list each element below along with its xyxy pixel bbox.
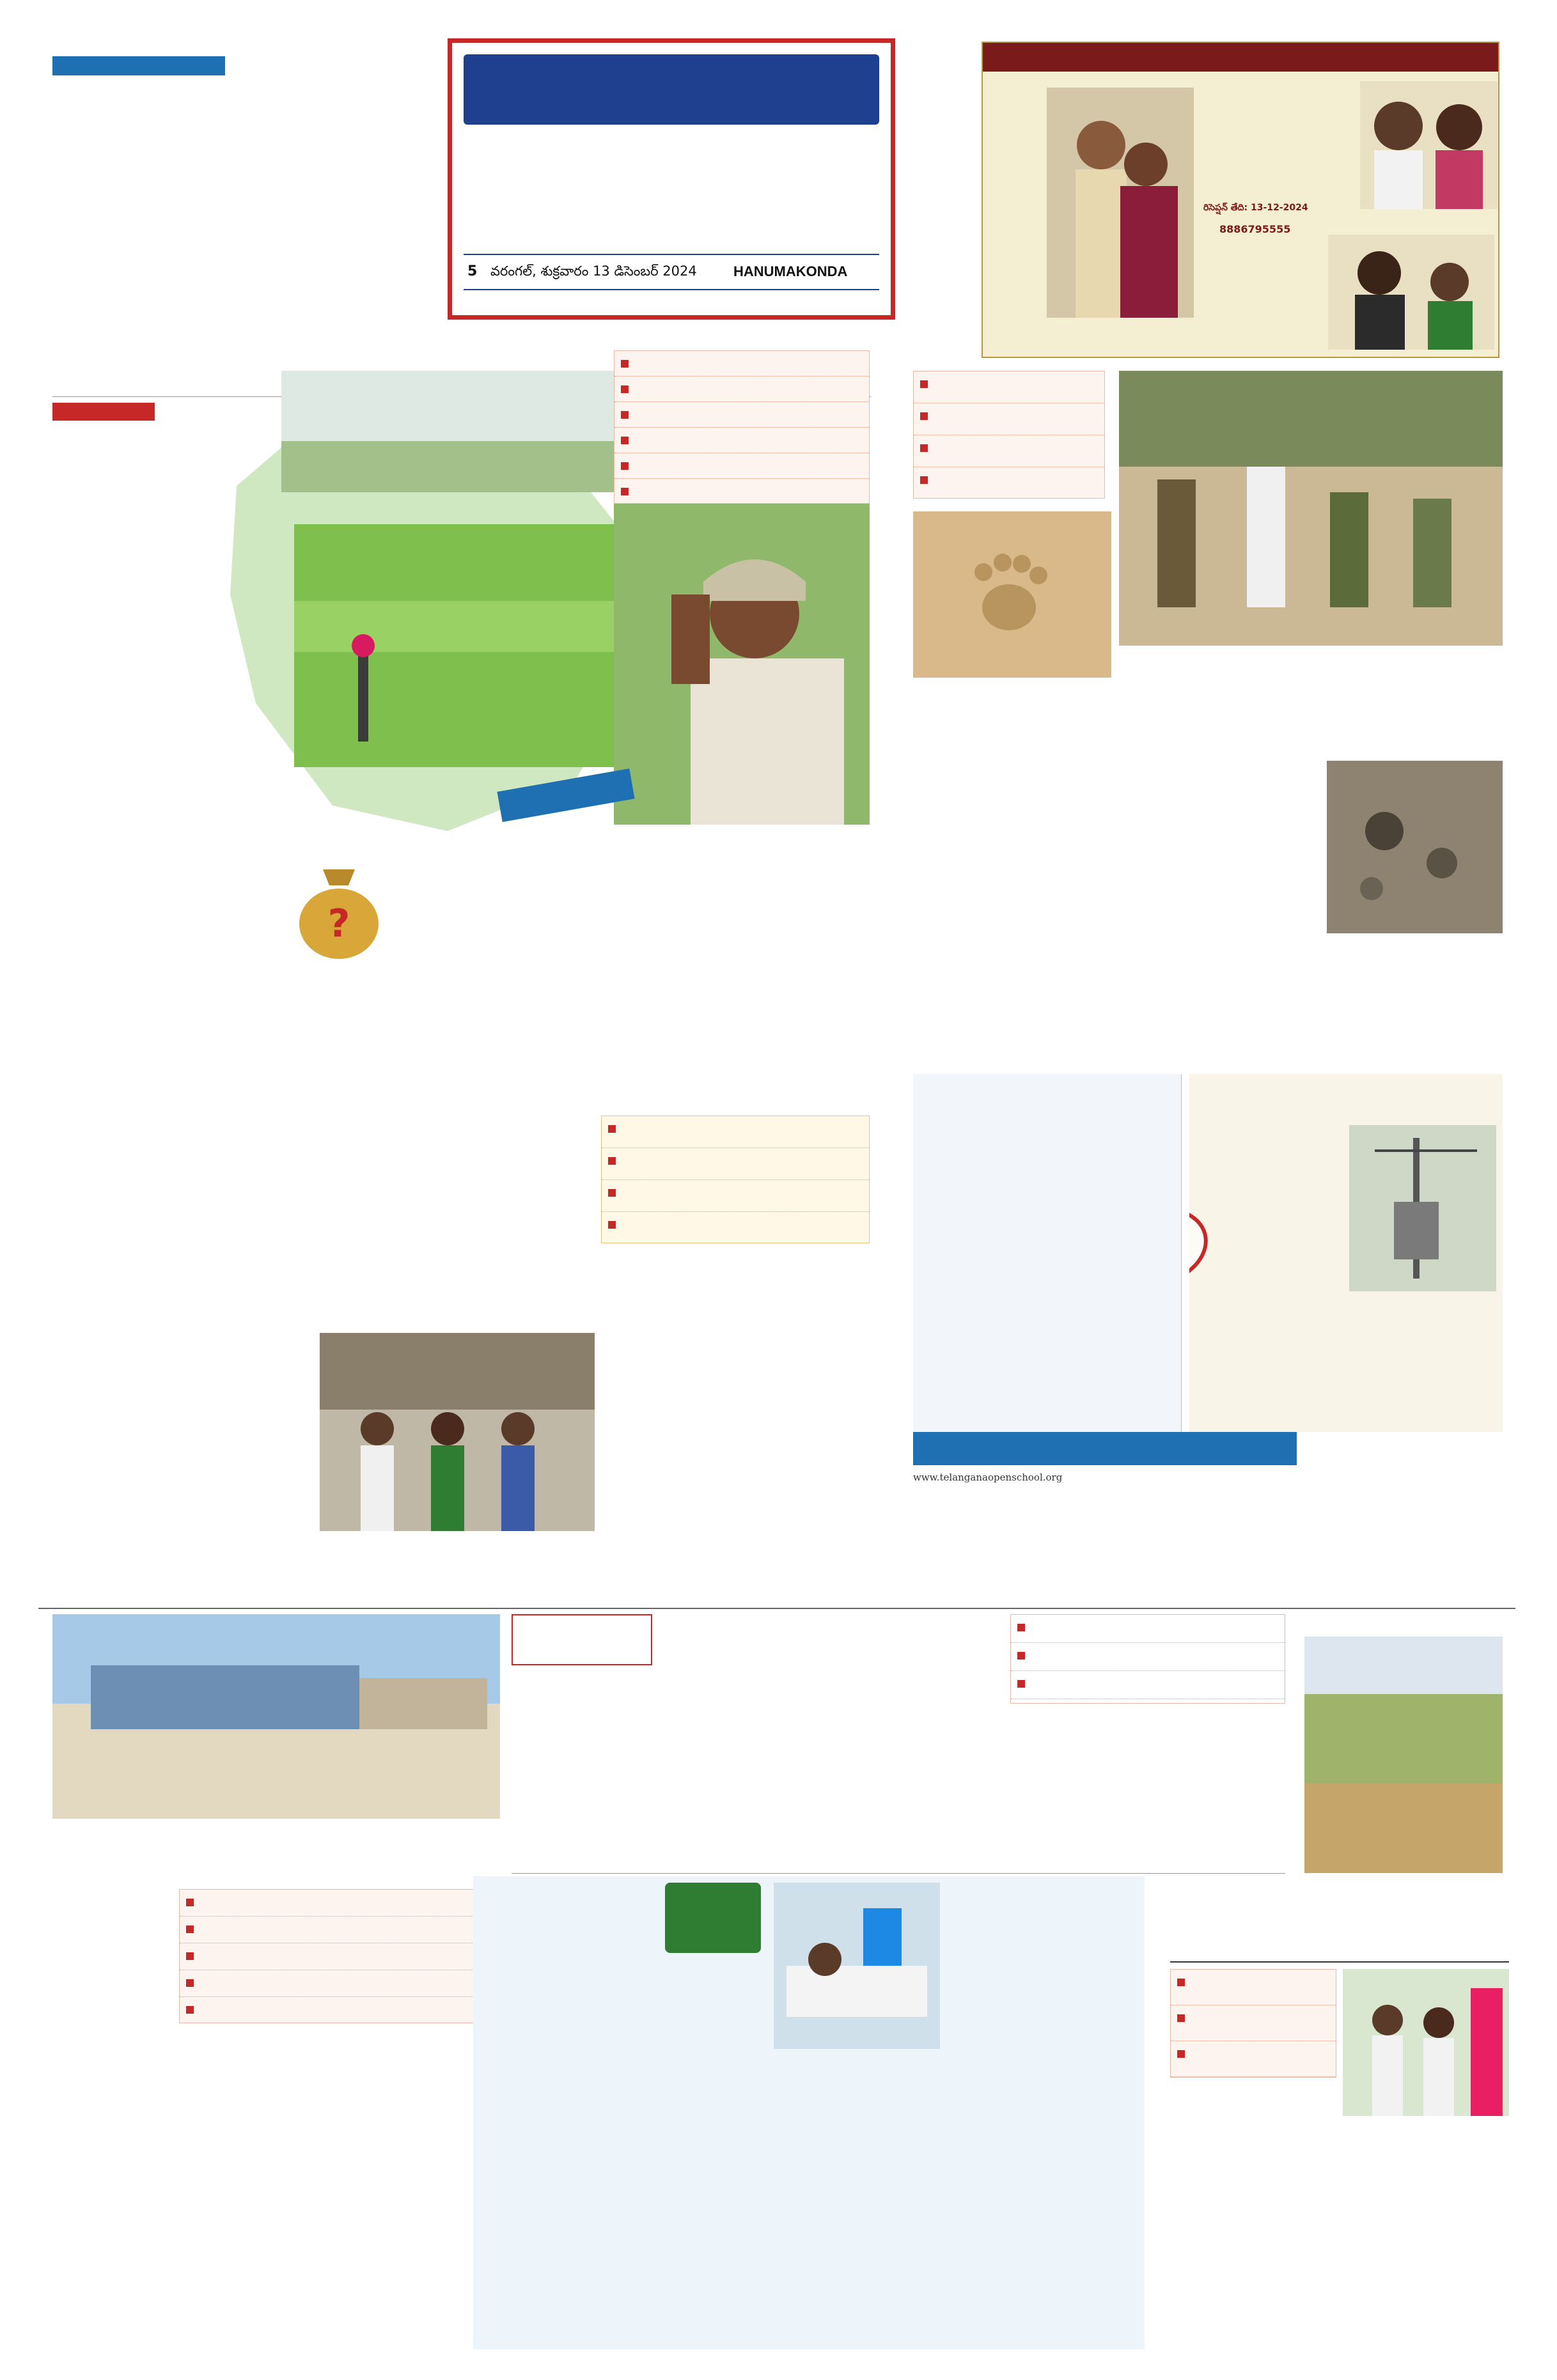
bullet-item: [614, 351, 869, 377]
millers-yard-caption: [52, 1822, 500, 1841]
worried-farmer-photo: [614, 492, 870, 825]
bullet-item: [602, 1212, 869, 1243]
animal-remains-caption: [1327, 937, 1503, 956]
col1-tag2: [52, 403, 155, 421]
ad-date-line: రిసెప్షన్ తేది: 13-12-2024: [1203, 203, 1308, 213]
bullet-item: [1171, 2005, 1336, 2041]
cm-cup-headline-1: [486, 1966, 755, 2004]
cm-cup-box: [473, 1876, 1145, 2349]
paper-name-banner: [464, 54, 879, 125]
hospital-caption: [774, 2052, 940, 2078]
revanth-body: [1170, 2084, 1336, 2343]
edition-name: [464, 139, 879, 241]
bullet-item: [914, 403, 1104, 435]
ad-title-band: [983, 43, 1499, 72]
masthead-rule: [464, 254, 879, 255]
officials-body-intro: [52, 1889, 174, 2023]
revanth-bullets: [1170, 1969, 1336, 2078]
bullet-item: [1011, 1671, 1285, 1699]
cm-cup-body: [486, 2087, 1132, 2343]
bullet-item: [1011, 1615, 1285, 1643]
loan-headline-line2: [58, 959, 876, 1055]
bullet-item: [614, 402, 869, 428]
mafi-971-body2: [601, 1250, 870, 1605]
transformer-photo: [1349, 1125, 1496, 1291]
mafi-971-body: [320, 1116, 595, 1330]
masthead-rule-bottom: [464, 289, 879, 290]
power-cuts-headline-1: [665, 1614, 998, 1672]
bullet-item: [602, 1116, 869, 1148]
officials-visit-photo: [320, 1333, 595, 1531]
bullet-item: [914, 371, 1104, 403]
bullet-item: [602, 1148, 869, 1180]
bullet-item: [180, 1890, 498, 1917]
power-cuts-bullets: [1010, 1614, 1285, 1704]
transformer-box: [1189, 1074, 1503, 1432]
bullet-item: [1011, 1643, 1285, 1671]
bullet-item: [180, 1997, 498, 2023]
dry-crop-photo: [1304, 1637, 1503, 1873]
tiger-body: [913, 761, 1322, 1061]
revanth-body-cont: [1343, 2148, 1509, 2343]
col1-tag: [52, 56, 225, 75]
tiger-body-right: [1327, 959, 1503, 1061]
bullet-item: [914, 467, 1104, 499]
power-cuts-rule: [512, 1873, 1285, 1874]
officials-bullets: [179, 1889, 499, 2023]
col1-body: [52, 80, 436, 390]
bullet-item: [1171, 2041, 1336, 2077]
bullet-item: [1171, 1970, 1336, 2005]
relatives-portraits: [1328, 235, 1494, 350]
hospital-photo: [774, 1883, 940, 2049]
officials-headline: [52, 1841, 500, 1886]
loan-headline-line1: [390, 857, 876, 940]
tiger-bullets: [913, 371, 1105, 499]
money-bag-icon: [294, 857, 384, 959]
power-cuts-kicker: [512, 1614, 652, 1665]
bullet-item: [614, 377, 869, 402]
edition-en: HANUMAKONDA: [733, 263, 848, 279]
cm-cup-kicker: [665, 1883, 761, 1953]
supervisors-box: [913, 1074, 1182, 1432]
bullet-item: [614, 428, 869, 453]
millers-yard-photo: [52, 1614, 500, 1819]
supervisors-body: [923, 1151, 1172, 1426]
bullet-item: [614, 453, 869, 479]
officials-visit-caption: [320, 1534, 595, 1560]
family-portraits: [1360, 81, 1498, 209]
bullet-item: [180, 1970, 498, 1997]
supervisors-headline: [926, 1080, 1169, 1144]
mafi-971-bullets: [601, 1116, 870, 1243]
forest-officials-photo: [1119, 371, 1503, 646]
tiger-headline: [913, 697, 1501, 754]
revanth-headline: [1170, 1918, 1509, 1963]
open-school-body: www.telanganaopenschool.org: [913, 1472, 1063, 1483]
svg-text:?: ?: [327, 901, 350, 946]
bullet-item: [614, 479, 869, 504]
officials-body: [52, 2030, 500, 2343]
loan-story-bullets: [614, 350, 870, 504]
masthead: [448, 38, 895, 320]
open-school-headline: [913, 1432, 1297, 1465]
cm-cup-headline-2: [486, 2007, 793, 2052]
forest-officials-caption: [1119, 649, 1503, 681]
impact-stamp-text: [1189, 1225, 1201, 1250]
bullet-item: [602, 1180, 869, 1212]
pugmark-photo: [913, 511, 1111, 678]
bullet-item: [180, 1917, 498, 1943]
mafi-971-headline: [320, 1069, 870, 1107]
paper-name: [464, 54, 879, 125]
mid-page-rule: [38, 1608, 1515, 1609]
bullet-item: [180, 1943, 498, 1970]
power-cuts-body: [512, 1739, 1285, 1867]
animal-remains-photo: [1327, 761, 1503, 933]
dry-crop-caption: [1304, 1876, 1503, 1908]
transformer-body: [1196, 1125, 1343, 1426]
page-number: 5: [467, 263, 478, 279]
wedding-ad: [982, 42, 1499, 358]
ad-phones: 8886795555: [1219, 223, 1291, 235]
dateline: వరంగల్, శుక్రవారం 13 డిసెంబర్ 2024: [490, 263, 697, 279]
ad-body: [1203, 81, 1350, 203]
bullet-item: [914, 435, 1104, 467]
transformer-caption: [1349, 1295, 1496, 1333]
transformer-headline: [1196, 1080, 1496, 1119]
couple-photo: [1047, 88, 1194, 318]
loan-body: [52, 1074, 315, 1605]
party-joining-caption: [1343, 2119, 1509, 2145]
party-joining-photo: [1343, 1969, 1509, 2116]
